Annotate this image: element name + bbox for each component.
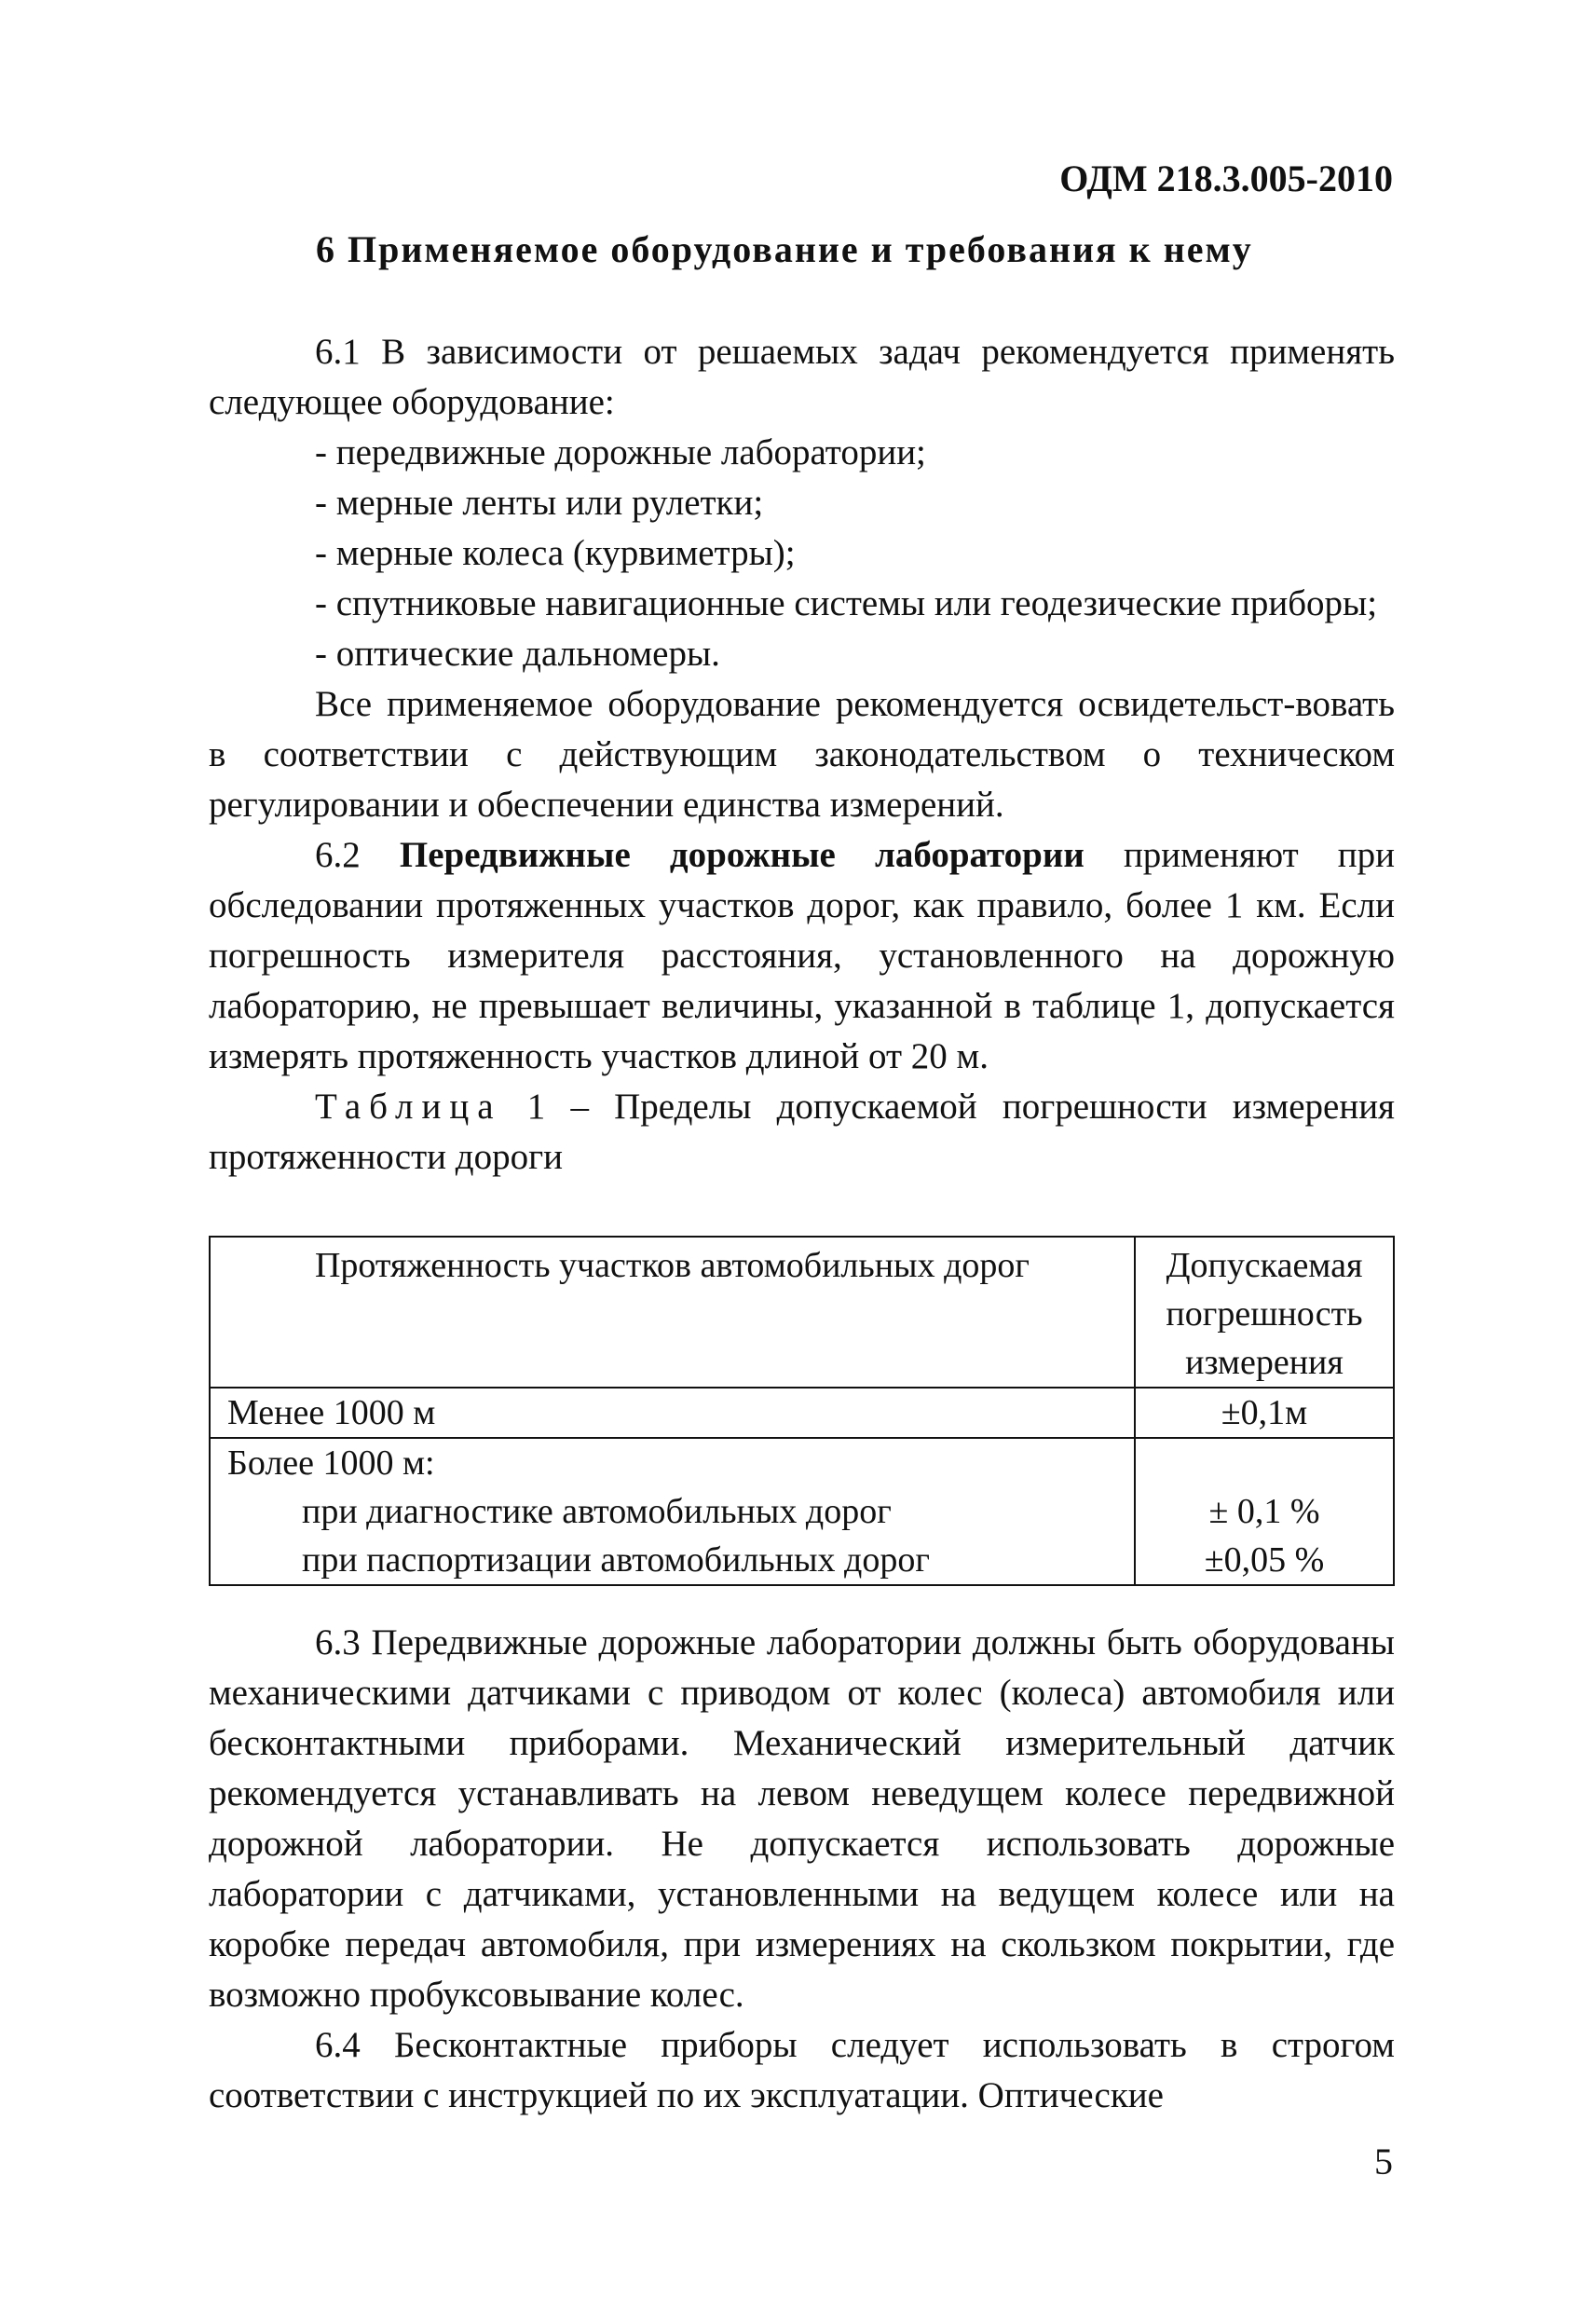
table-header-length: Протяженность участков автомобильных дорог (210, 1237, 1135, 1388)
page-number: 5 (1374, 2141, 1393, 2182)
paragraph-text: применяют при обследовании протяженных участков дорог, как правило, более 1 км. Если погрешность измерителя расстояния, установленного на дорожную лабораторию, не превышает величины, указанной в таблице 1, допускается измерять протяженность участков длиной от 20 м. (209, 835, 1396, 1076)
section-title: 6 Применяемое оборудование и требования к нему (316, 228, 1253, 270)
table-cell (1135, 1438, 1394, 1585)
table-cell-line: при паспортизации автомобильных дорог (302, 1540, 930, 1580)
table-cell: ±0,1м (1135, 1388, 1394, 1438)
table-cell-line: при диагностике автомобильных дорог (302, 1492, 892, 1531)
table-cell (210, 1438, 1135, 1585)
paragraph-6-4: 6.4 Бесконтактные приборы следует использовать в строгом соответствии с инструкцией по их эксплуатации. Оптические (209, 2025, 1395, 2115)
paragraph-number: 6.2 (315, 835, 361, 875)
section-6-3-6-4 (209, 1618, 1395, 2121)
tolerance-table (209, 1236, 1395, 1586)
table-row (210, 1388, 1394, 1438)
list-item: - передвижные дорожные лаборатории; (315, 432, 926, 472)
table-caption-label: Таблица (315, 1087, 502, 1127)
paragraph-6-1-intro: 6.1 В зависимости от решаемых задач рекомендуется применять следующее оборудование: (209, 332, 1395, 422)
table-cell-line: Более 1000 м: (227, 1443, 435, 1483)
table-cell-line (1153, 1439, 1376, 1487)
list-item: - оптические дальномеры. (315, 634, 720, 674)
table-header-tolerance: Допускаемая погрешность измерения (1135, 1237, 1394, 1388)
list-item: - мерные ленты или рулетки; (315, 483, 764, 523)
table-caption (209, 1082, 1395, 1183)
paragraph-6-1-closing: Все применяемое оборудование рекомендуется освидетельст-вовать в соответствии с действующим законодательством о техническом регулировании и обеспечении единства измерений. (209, 684, 1395, 825)
paragraph-6-2 (209, 830, 1395, 1082)
paragraph-bold-term: Передвижные дорожные лаборатории (399, 835, 1084, 875)
document-code: ОДМ 218.3.005-2010 (1059, 157, 1393, 199)
table-cell: Менее 1000 м (210, 1388, 1135, 1438)
table-cell-line: ±0,05 % (1204, 1540, 1325, 1580)
paragraph-6-3: 6.3 Передвижные дорожные лаборатории должны быть оборудованы механическими датчиками с приводом от колес (колеса) автомобиля или бесконтактными приборами. Механический измерительный датчик рекомендуется устанавливать на левом неведущем колесе передвижной дорожной лаборатории. Не допускается использовать дорожные лаборатории с датчиками, установленными на ведущем колесе или на коробке передач автомобиля, при измерениях на скользком покрытии, где возможно пробуксовывание колес. (209, 1622, 1395, 2015)
table-header-row (210, 1237, 1394, 1388)
section-6-1 (209, 327, 1395, 1183)
table-caption-text: 1 – Пределы допускаемой погрешности измерения протяженности дороги (209, 1087, 1395, 1177)
table-cell-line: ± 0,1 % (1208, 1492, 1320, 1531)
list-item: - мерные колеса (курвиметры); (315, 533, 796, 573)
list-item: - спутниковые навигационные системы или геодезические приборы; (315, 583, 1378, 623)
table-row (210, 1438, 1394, 1585)
